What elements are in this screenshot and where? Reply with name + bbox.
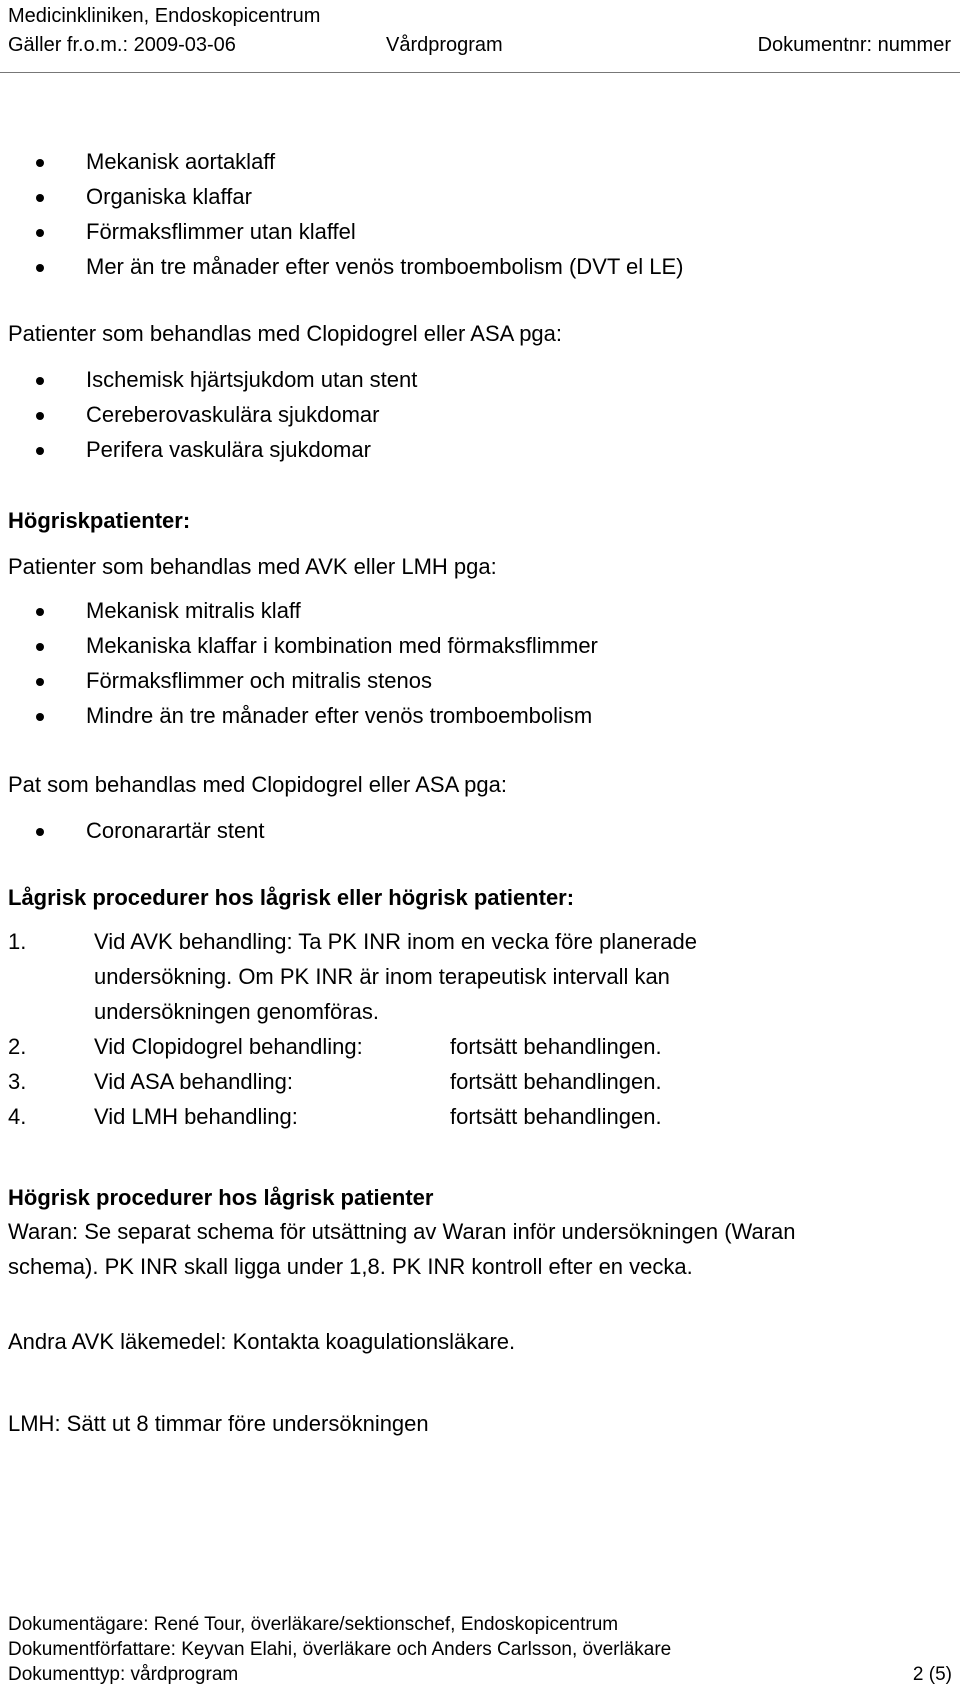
list-item: Cereberovaskulära sjukdomar	[0, 397, 960, 432]
bullet-icon	[36, 412, 44, 420]
item-number: 2.	[8, 1034, 27, 1059]
bullet-icon	[36, 229, 44, 237]
bullet-icon	[36, 377, 44, 385]
bullet-icon	[36, 159, 44, 167]
item-value: fortsätt behandlingen.	[450, 1104, 662, 1129]
list-item: Mekaniska klaffar i kombination med förmaksflimmer	[0, 628, 960, 663]
bullet-icon	[36, 713, 44, 721]
item-value: fortsätt behandlingen.	[450, 1034, 662, 1059]
footer-authors: Dokumentförfattare: Keyvan Elahi, överläkare och Anders Carlsson, överläkare	[8, 1639, 672, 1660]
bullet-list-stent	[0, 813, 960, 848]
list-item: Mekanisk mitralis klaff	[0, 593, 960, 628]
footer-owner: Dokumentägare: René Tour, överläkare/sektionschef, Endoskopicentrum	[8, 1614, 619, 1635]
bullet-list-clopidogrel	[0, 362, 960, 467]
item-number: 1.	[8, 929, 27, 954]
pat-intro: Pat som behandlas med Clopidogrel eller ASA pga:	[8, 772, 507, 797]
header-valid-from: Gäller fr.o.m.: 2009-03-06	[8, 34, 236, 56]
item-value: fortsätt behandlingen.	[450, 1069, 662, 1094]
high-risk-procedures-title: Högrisk procedurer hos lågrisk patienter	[8, 1185, 434, 1210]
bullet-icon	[36, 447, 44, 455]
bullet-icon	[36, 608, 44, 616]
item-text-line: Vid AVK behandling: Ta PK INR inom en vecka före planerade	[94, 929, 697, 954]
andra-avk-text: Andra AVK läkemedel: Kontakta koagulationsläkare.	[8, 1329, 516, 1354]
footer-doc-type: Dokumenttyp: vårdprogram	[8, 1664, 239, 1685]
clopidogrel-intro: Patienter som behandlas med Clopidogrel eller ASA pga:	[8, 321, 563, 346]
header-divider	[0, 72, 960, 73]
item-text-line: undersökningen genomföras.	[94, 999, 379, 1024]
item-number: 4.	[8, 1104, 27, 1129]
list-item: Organiska klaffar	[0, 179, 960, 214]
item-number: 3.	[8, 1069, 27, 1094]
avk-intro: Patienter som behandlas med AVK eller LMH pga:	[8, 554, 497, 579]
bullet-icon	[36, 643, 44, 651]
item-label: Vid Clopidogrel behandling:	[94, 1034, 363, 1059]
list-item: Ischemisk hjärtsjukdom utan stent	[0, 362, 960, 397]
item-label: Vid ASA behandling:	[94, 1069, 293, 1094]
list-item: Mindre än tre månader efter venös tromboembolism	[0, 698, 960, 733]
item-label: Vid LMH behandling:	[94, 1104, 298, 1129]
bullet-icon	[36, 678, 44, 686]
list-item: Förmaksflimmer utan klaffel	[0, 214, 960, 249]
list-item: Förmaksflimmer och mitralis stenos	[0, 663, 960, 698]
list-item: Coronarartär stent	[0, 813, 960, 848]
list-item: Mekanisk aortaklaff	[0, 144, 960, 179]
bullet-icon	[36, 828, 44, 836]
bullet-icon	[36, 194, 44, 202]
header-doc-number: Dokumentnr: nummer	[757, 34, 951, 56]
header-org: Medicinkliniken, Endoskopicentrum	[8, 5, 321, 27]
lmh-text: LMH: Sätt ut 8 timmar före undersökningen	[8, 1411, 429, 1436]
bullet-list-high-risk	[0, 593, 960, 733]
high-risk-title: Högriskpatienter:	[8, 508, 191, 533]
waran-line-2: schema). PK INR skall ligga under 1,8. PK INR kontroll efter en vecka.	[8, 1254, 693, 1279]
low-risk-procedures-title: Lågrisk procedurer hos lågrisk eller högrisk patienter:	[8, 885, 575, 910]
item-text-line: undersökning. Om PK INR är inom terapeutisk intervall kan	[94, 964, 670, 989]
header-doc-type: Vårdprogram	[386, 34, 503, 56]
list-item: Perifera vaskulära sjukdomar	[0, 432, 960, 467]
bullet-list-low-risk-avk	[0, 144, 960, 284]
bullet-icon	[36, 264, 44, 272]
waran-line-1: Waran: Se separat schema för utsättning av Waran inför undersökningen (Waran	[8, 1219, 796, 1244]
page-number: 2 (5)	[912, 1664, 952, 1685]
list-item: Mer än tre månader efter venös tromboembolism (DVT el LE)	[0, 249, 960, 284]
